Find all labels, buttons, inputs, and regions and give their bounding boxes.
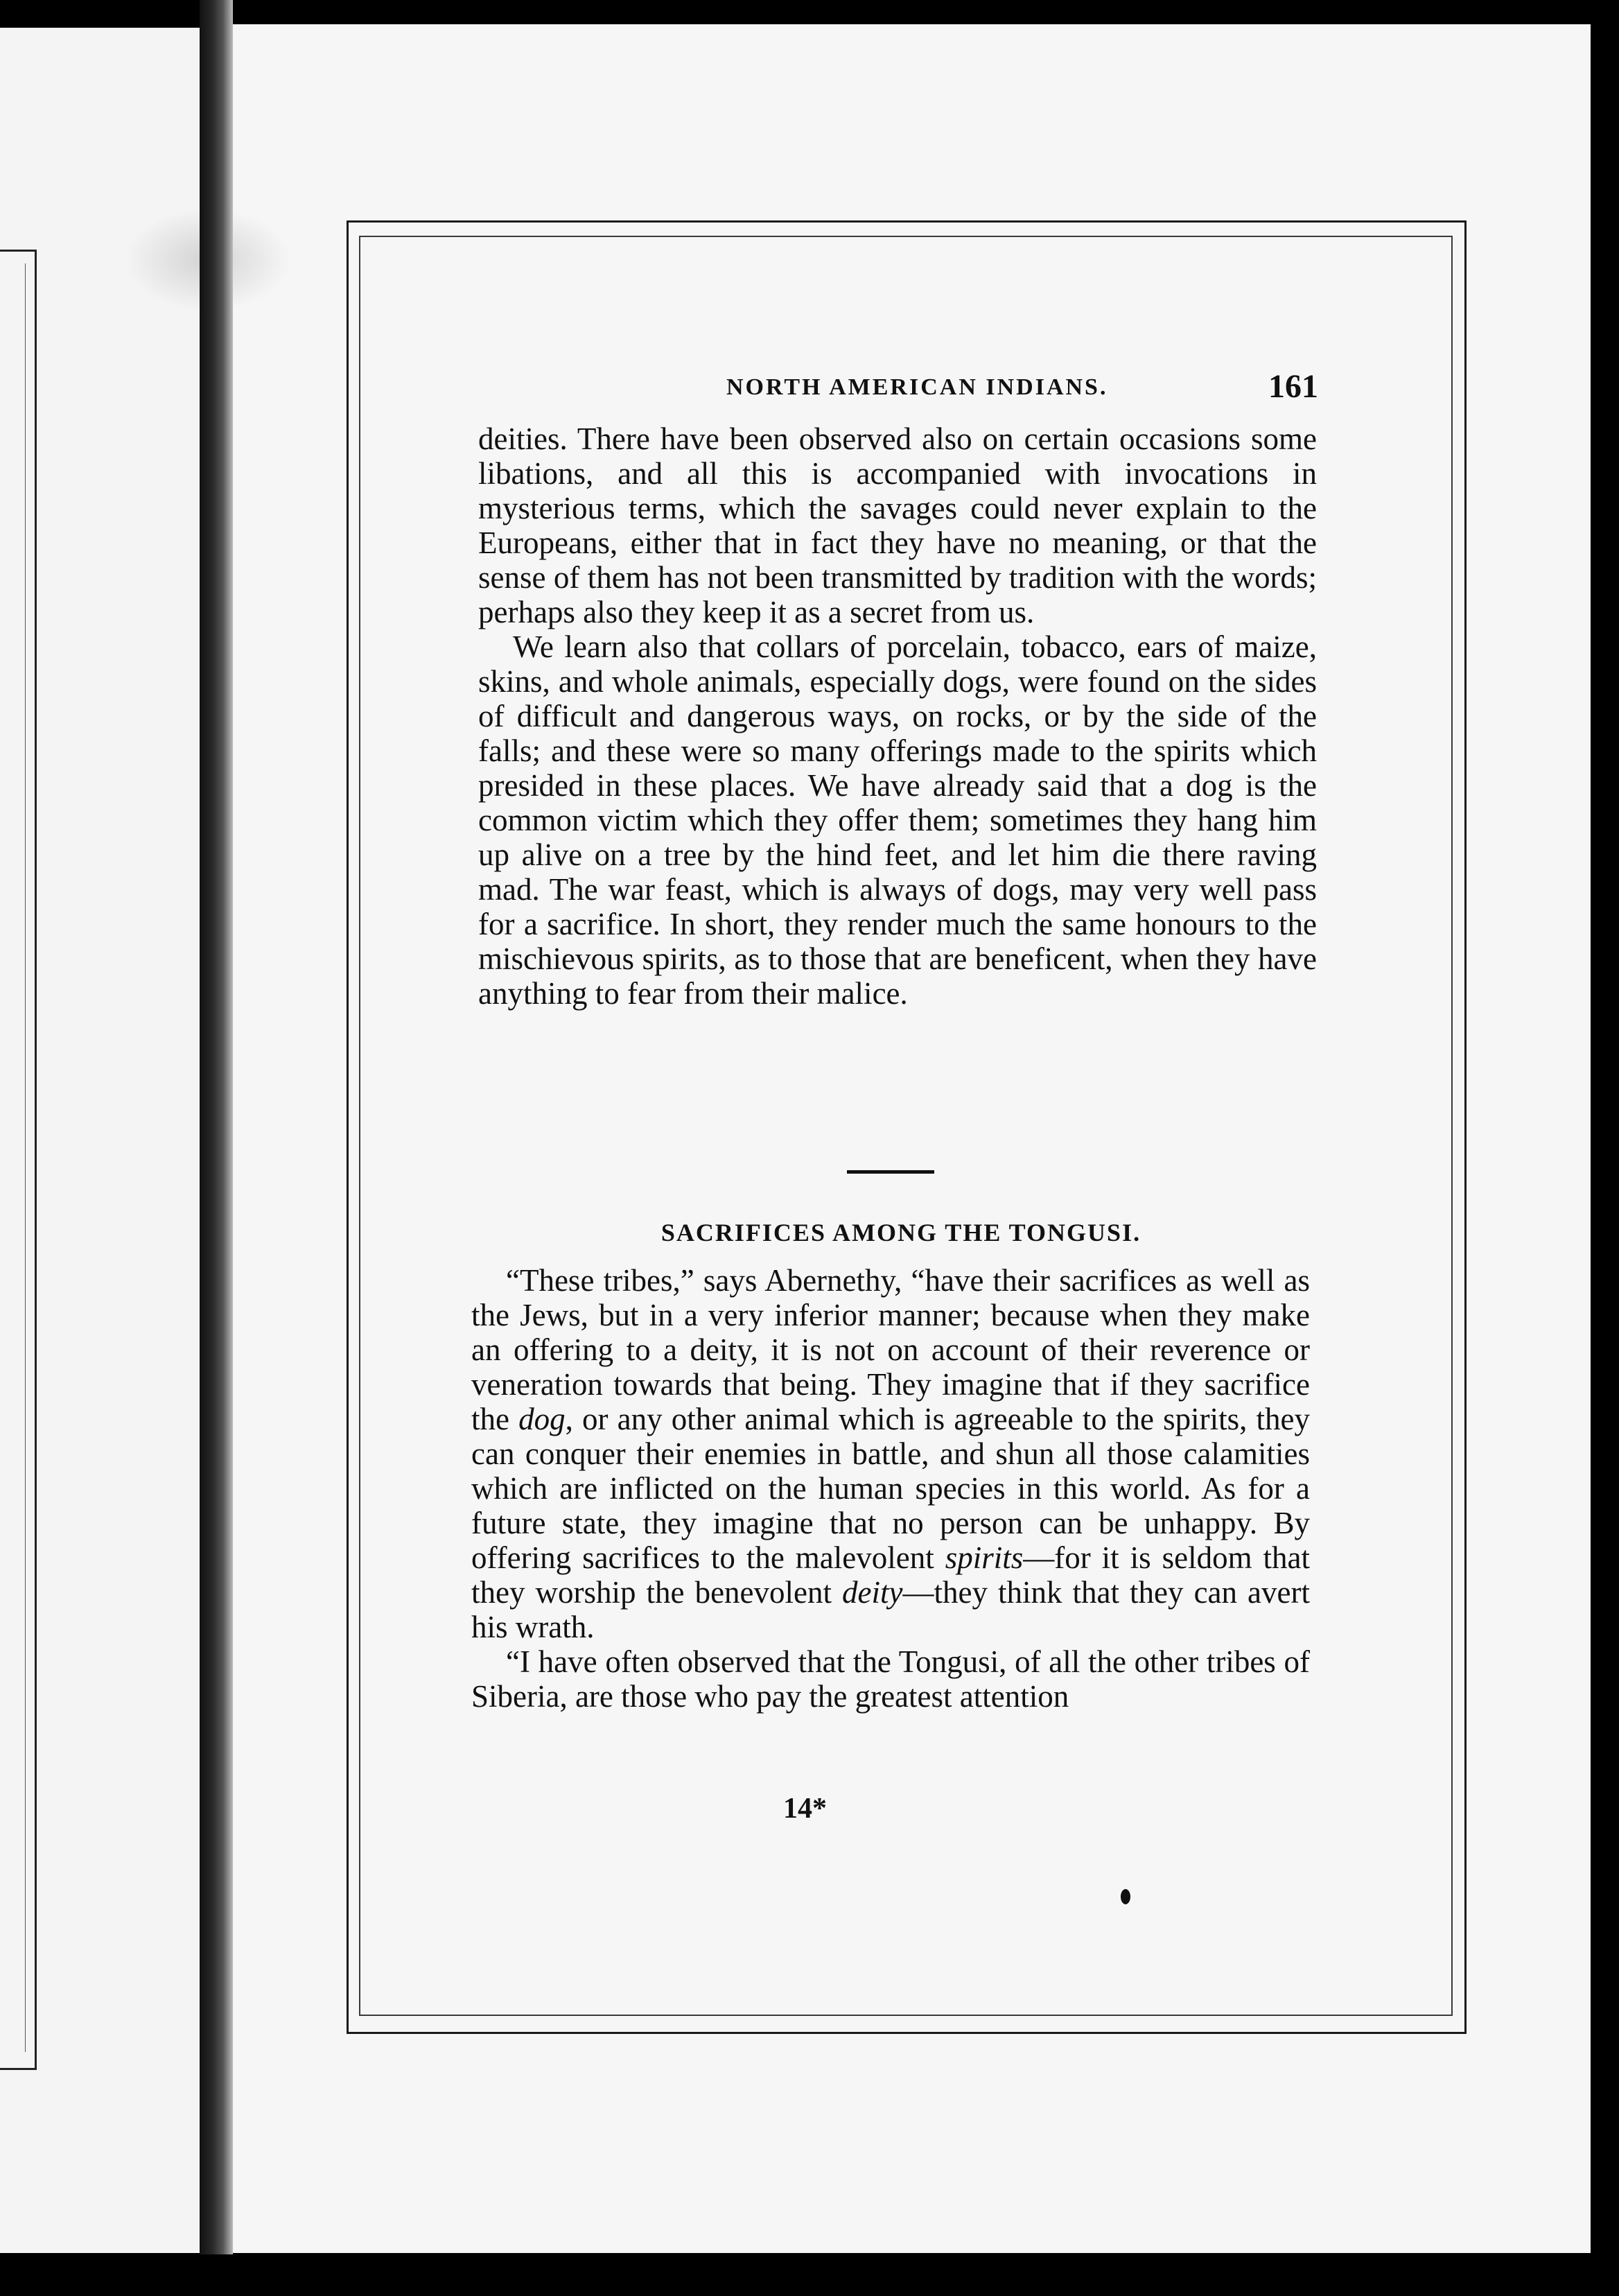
section-heading: SACRIFICES AMONG THE TONGUSI. [660, 1219, 1141, 1246]
ink-speck [1121, 1889, 1130, 1904]
quote-text-d: —they think that they can avert his wrath. [471, 1575, 1310, 1644]
quote-text-a: “These tribes,” says Abernethy, “have their sacrifices as well as the Jews, but in a very inferior manner; because when they make an offering to a deity, it is not on account of their reverence or veneration towards that being. They imagine that if they sacrifice the [471, 1263, 1310, 1436]
quote-text-c: —for it is seldom that they worship the benevolent [471, 1540, 1310, 1610]
section-divider-rule [847, 1170, 934, 1174]
paragraph-continued: deities. There have been observed also on certain occasions some libations, and all this is accompanied with invocations in mysterious terms, which the savages could never explain to the Europeans, either that in fact they have no meaning, or that the sense of them has not been transmitted by tradition with the words; perhaps also they keep it as a secret from us. [478, 421, 1317, 629]
facing-page-left [0, 28, 201, 2253]
italic-dog: dog [518, 1402, 566, 1436]
running-header-title: NORTH AMERICAN INDIANS. [726, 374, 1108, 400]
paragraph-offerings: We learn also that collars of porcelain, tobacco, ears of maize, skins, and whole animals, especially dogs, were found on the sides of difficult and dangerous ways, on rocks, or by the side of the falls; and these were so many offerings made to the spirits which presided in these places. We have already said that a dog is the common victim which they offer them; sometimes they hang him up alive on a tree by the hind feet, and let him die there raving mad. The war feast, which is always of dogs, may very well pass for a sacrifice. In short, they render much the same honours to the mischievous spirits, as to those that are beneficent, when they have anything to fear from their malice. [478, 629, 1317, 1011]
paragraph-abernethy-quote [471, 1263, 1310, 1644]
page-number: 161 [1268, 368, 1318, 405]
quote-text-b: , or any other animal which is agreeable to the spirits, they can conquer their enemies in battle, and shun all those calamities which are inflicted on the human species in this world. As for a future state, they imagine that no person can be unhappy. By offering sacrifices to the malevolent [471, 1402, 1311, 1575]
facing-page-inner-border [0, 263, 26, 2052]
signature-mark: 14* [783, 1793, 827, 1825]
scan-border-bottom [0, 2254, 1619, 2296]
paragraph-tongusi-observation: “I have often observed that the Tongusi, of all the other tribes of Siberia, are those who pay the greatest attention [471, 1644, 1310, 1714]
italic-deity: deity [842, 1575, 903, 1610]
body-text-lower [471, 1263, 1310, 1714]
book-gutter [200, 0, 233, 2296]
body-text-upper [478, 421, 1317, 1011]
scan-border-right [1591, 0, 1619, 2296]
italic-spirits: spirits [945, 1540, 1024, 1575]
